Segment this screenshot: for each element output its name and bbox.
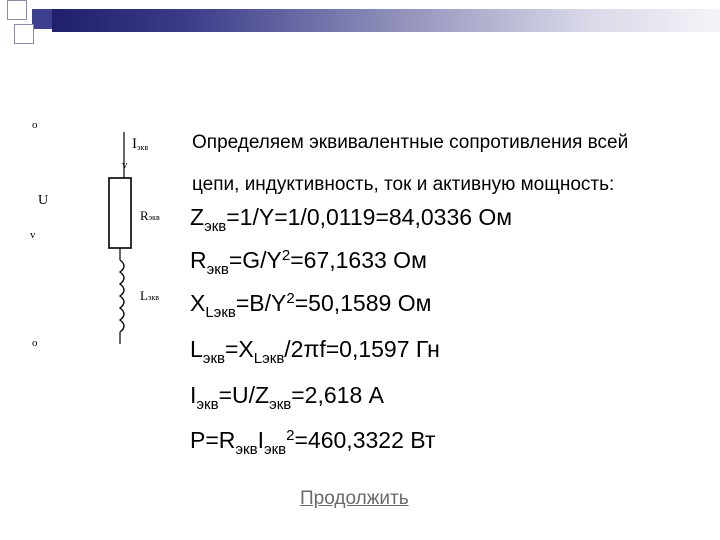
- formula-inductance: [190, 336, 440, 367]
- formula-value: =50,1589 Ом: [294, 290, 432, 316]
- formula-superscript: 2: [286, 427, 295, 444]
- formula-subscript: Lэкв: [253, 350, 285, 367]
- formula-subscript: экв: [269, 396, 292, 413]
- current-label: Iэкв: [132, 136, 149, 152]
- formula-expr: I: [257, 427, 264, 453]
- continue-link[interactable]: Продолжить: [300, 488, 409, 509]
- formula-expr: =G/Y: [228, 247, 282, 273]
- voltage-arrow: v: [30, 229, 36, 241]
- intro-text: [192, 122, 712, 206]
- decor-square: [7, 0, 27, 20]
- voltage-label: U: [38, 193, 49, 208]
- circuit-diagram: [20, 110, 190, 350]
- formula-symbol: Z: [190, 204, 205, 230]
- current-arrow: v: [122, 159, 128, 171]
- formula-expr: =U/Z: [218, 382, 270, 408]
- formula-subscript: экв: [196, 396, 219, 413]
- inductor-label: Lэкв: [140, 288, 160, 303]
- formula-power: [190, 427, 436, 458]
- formula-symbol: R: [190, 247, 207, 273]
- formula-reactance: [190, 290, 432, 321]
- terminal-bottom: o: [32, 337, 38, 349]
- formula-symbol: P=R: [190, 427, 236, 453]
- header-gradient-bar: [52, 9, 720, 32]
- formula-resistance: [190, 247, 427, 278]
- formula-superscript: 2: [281, 247, 291, 264]
- formula-subscript: экв: [204, 218, 227, 235]
- formula-value: =67,1633 Ом: [290, 247, 427, 273]
- formula-value: =2,618 А: [291, 382, 384, 408]
- formula-expr: =B/Y: [235, 290, 287, 316]
- formula-subscript: экв: [235, 441, 258, 458]
- formula-subscript: Lэкв: [205, 304, 236, 321]
- formula-impedance: [190, 204, 513, 235]
- formula-value: =460,3322 Вт: [294, 427, 436, 453]
- decor-square: [14, 24, 34, 44]
- formula-subscript: экв: [206, 261, 229, 278]
- decor-square: [32, 9, 52, 29]
- intro-line-2: цепи, индуктивность, ток и активную мощность:: [192, 174, 615, 195]
- formula-subscript: экв: [263, 441, 287, 458]
- formula-subscript: экв: [202, 350, 225, 367]
- resistor-symbol: [109, 178, 131, 248]
- formula-symbol: X: [190, 290, 206, 316]
- formula-symbol: L: [190, 336, 203, 362]
- inductor-symbol: [120, 260, 124, 332]
- formula-value: /2πf=0,1597 Гн: [284, 336, 440, 362]
- terminal-top: o: [32, 119, 38, 131]
- intro-line-1: Определяем эквивалентные сопротивления всей: [192, 132, 629, 153]
- resistor-label: Rэкв: [140, 208, 160, 223]
- formula-current: [190, 382, 384, 413]
- formula-expr: =X: [224, 336, 254, 362]
- formula-symbol: I: [190, 382, 197, 408]
- formula-superscript: 2: [286, 290, 295, 307]
- formula-value: =1/Y=1/0,0119=84,0336 Ом: [226, 204, 513, 230]
